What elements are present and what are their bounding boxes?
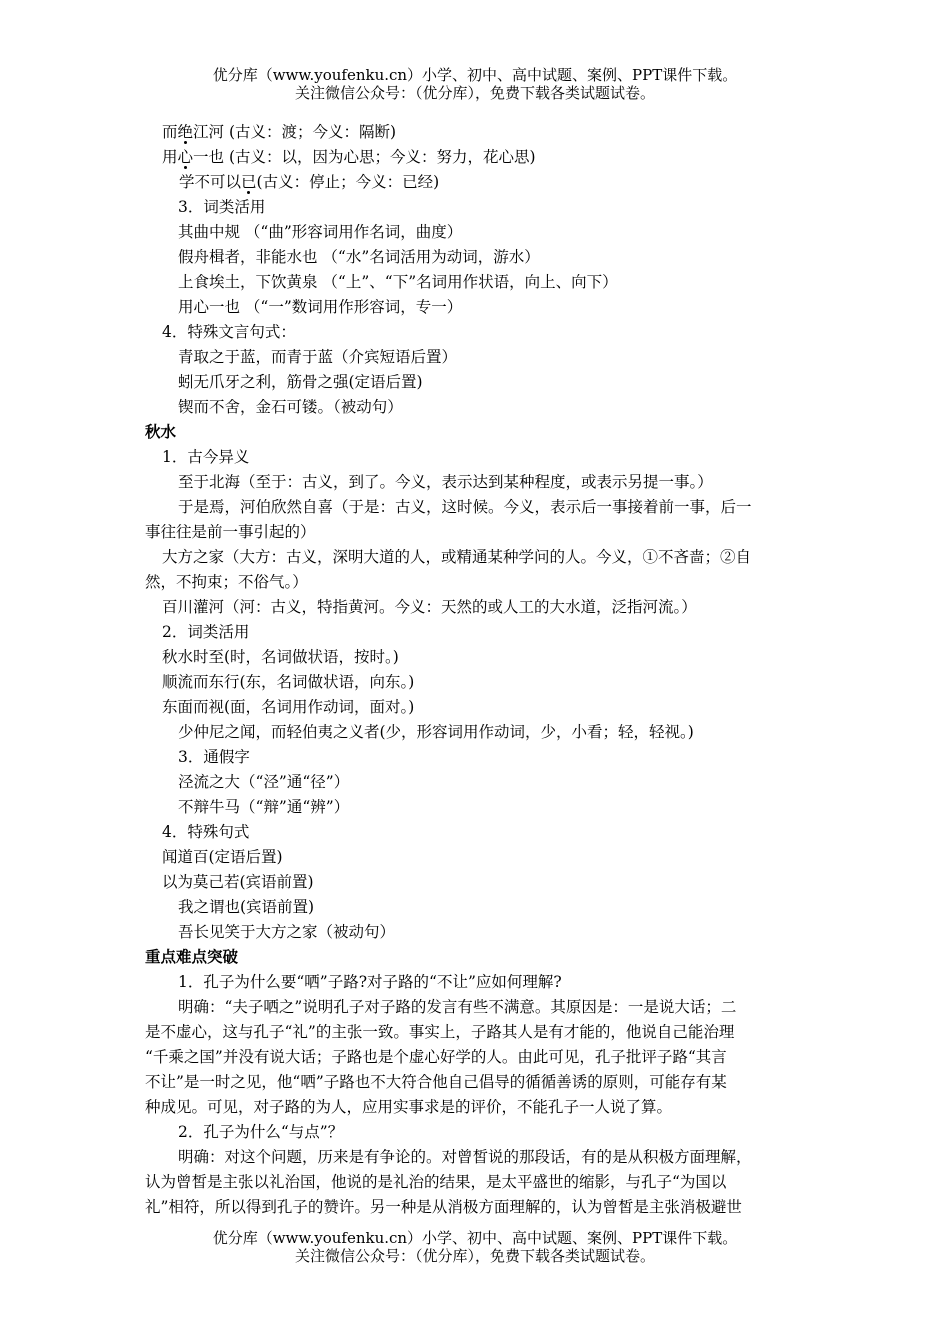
answer-line: 不让”是一时之见，他“哂”子路也不大符合他自己倡导的循循善诱的原则，可能存有某 (145, 1073, 727, 1091)
answer-line: 认为曾皙是主张以礼治国，他说的是礼治的结果，是太平盛世的缩影，与孔子“为国以 (145, 1173, 727, 1191)
list-item: 秋水时至(时，名词做状语，按时。) (162, 648, 399, 666)
gu-jin-line-xin (162, 147, 536, 167)
list-item: 以为莫己若(宾语前置) (162, 873, 314, 891)
section-heading: 3．词类活用 (178, 198, 266, 216)
chapter-title-qiushui: 秋水 (145, 423, 177, 441)
text: 用 (162, 148, 178, 166)
footer-line-2: 关注微信公众号：（优分库），免费下载各类试题试卷。 (294, 1247, 655, 1265)
list-item: 锲而不舍，金石可镂。（被动句） (178, 398, 403, 416)
list-item: 假舟楫者，非能水也 （“水”名词活用为动词，游水） (178, 248, 540, 266)
text: (古义：停止；今义：已经) (256, 173, 440, 191)
answer-line: “千乘之国”并没有说大话；子路也是个虚心好学的人。由此可见，孔子批评子路“其言 (145, 1048, 727, 1066)
answer-line: 是不虚心，这与孔子“礼”的主张一致。事实上，子路其人是有才能的，他说自己能治理 (145, 1023, 735, 1041)
text: 一也 (古义：以，因为心思；今义：努力，花心思) (193, 148, 536, 166)
text: 江河 (古义：渡；今义：隔断) (193, 123, 397, 141)
gu-jin-line-jue (162, 122, 396, 142)
list-item: 不辩牛马（“辩”通“辨”） (178, 798, 350, 816)
answer-line: 礼”相符，所以得到孔子的赞许。另一种是从消极方面理解的，认为曾皙是主张消极避世 (145, 1198, 742, 1216)
footer-line-1: 优分库（www.youfenku.cn）小学、初中、高中试题、案例、PPT课件下载。 (212, 1229, 738, 1247)
page-footer (0, 1229, 950, 1265)
list-item: 东面而视(面，名词用作动词，面对。) (162, 698, 415, 716)
list-item: 泾流之大（“泾”通“径”） (178, 773, 350, 791)
chapter-title-key-points: 重点难点突破 (145, 948, 239, 966)
answer-line: 明确：对这个问题，历来是有争论的。对曾皙说的那段话，有的是从积极方面理解， (178, 1148, 752, 1166)
text: 而 (162, 123, 178, 141)
section-heading: 1．古今异义 (162, 448, 250, 466)
list-item: 上食埃土，下饮黄泉 （“上”、“下”名词用作状语，向上、向下） (178, 273, 618, 291)
list-item: 少仲尼之闻，而轻伯夷之义者(少，形容词用作动词，少，小看；轻，轻视。) (178, 723, 694, 741)
list-item: 用心一也 （“一”数词用作形容词，专一） (178, 298, 463, 316)
answer-line: 种成见。可见，对子路的为人，应用实事求是的评价，不能孔子一人说了算。 (145, 1098, 673, 1116)
list-item: 至于北海（至于：古义，到了。今义，表示达到某种程度，或表示另提一事。） (178, 473, 713, 491)
page-header (0, 66, 950, 102)
list-item: 我之谓也(宾语前置) (178, 898, 315, 916)
list-item-continued: 事往往是前一事引起的） (145, 523, 316, 541)
list-item: 百川灌河（河：古义，特指黄河。今义：天然的或人工的大水道，泛指河流。） (162, 598, 697, 616)
list-item: 其曲中规 （“曲”形容词用作名词，曲度） (178, 223, 463, 241)
dotted-char: 已 (241, 173, 257, 191)
header-line-2: 关注微信公众号：（优分库），免费下载各类试题试卷。 (294, 84, 655, 102)
question: 2．孔子为什么“与点”？ (178, 1123, 344, 1141)
answer-line: 明确：“夫子哂之”说明孔子对子路的发言有些不满意。其原因是：一是说大话；二 (178, 998, 737, 1016)
list-item: 吾长见笑于大方之家（被动句） (178, 923, 396, 941)
section-heading: 3．通假字 (178, 748, 250, 766)
list-item: 顺流而东行(东，名词做状语，向东。) (162, 673, 415, 691)
list-item: 蚓无爪牙之利，筋骨之强(定语后置) (178, 373, 423, 391)
list-item: 闻道百(定语后置) (162, 848, 283, 866)
section-heading: 2．词类活用 (162, 623, 250, 641)
header-line-1: 优分库（www.youfenku.cn）小学、初中、高中试题、案例、PPT课件下载。 (212, 66, 738, 84)
dotted-char: 心 (177, 148, 194, 166)
list-item-continued: 然，不拘束；不俗气。） (145, 573, 308, 591)
list-item: 于是焉，河伯欣然自喜（于是：古义，这时候。今义，表示后一事接着前一事，后一 (178, 498, 752, 516)
text: 学不可以 (179, 173, 242, 191)
section-heading: 4．特殊文言句式： (162, 323, 296, 341)
question: 1．孔子为什么要“哂”子路?对子路的“不让”应如何理解? (178, 973, 562, 991)
section-heading: 4．特殊句式 (162, 823, 250, 841)
list-item: 大方之家（大方：古义，深明大道的人，或精通某种学问的人。今义，①不吝啬；②自 (162, 548, 752, 566)
dotted-char: 绝 (177, 123, 194, 141)
gu-jin-line-yi (179, 172, 439, 192)
list-item: 青取之于蓝，而青于蓝（介宾短语后置） (178, 348, 458, 366)
